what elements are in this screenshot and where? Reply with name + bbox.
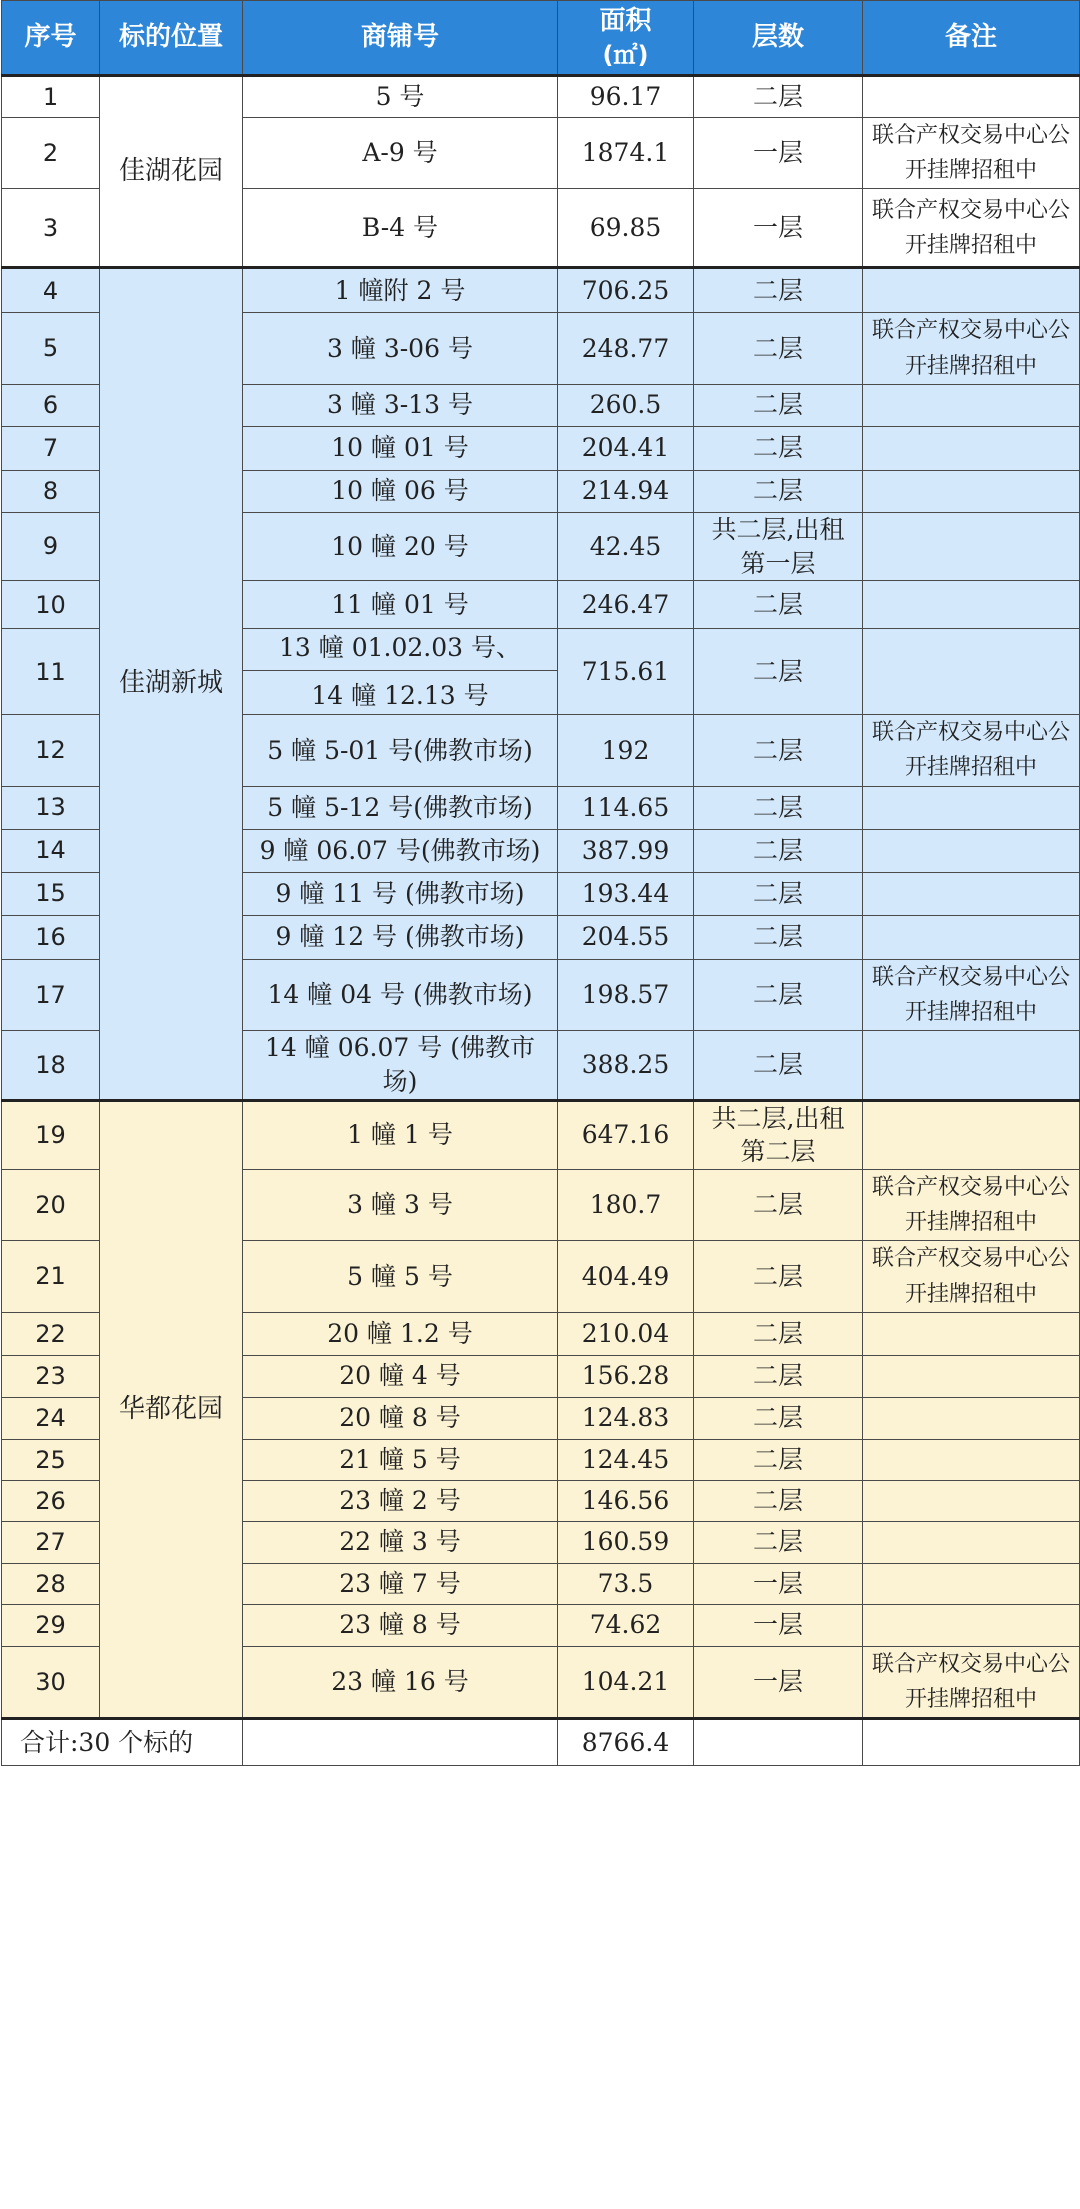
shop-no-line: 5 幢 5-01 号(佛教市场)	[267, 735, 533, 765]
seq-cell: 22	[2, 1312, 100, 1355]
shop-no-line: 22 幢 3 号	[339, 1527, 461, 1557]
shop-no-cell	[243, 1521, 558, 1563]
header-seq: 序号	[2, 1, 100, 76]
total-empty	[243, 1719, 558, 1766]
remarks-cell	[863, 1604, 1080, 1646]
seq-cell: 18	[2, 1031, 100, 1101]
remarks-cell	[863, 629, 1080, 715]
floor-cell: 二层	[694, 915, 863, 959]
shop-no-cell	[243, 1031, 558, 1101]
shop-no-line: 20 幢 4 号	[339, 1361, 461, 1391]
shop-no-cell	[243, 470, 558, 512]
remarks-cell	[863, 581, 1080, 629]
floor-cell: 二层	[694, 581, 863, 629]
shop-no-cell	[243, 1646, 558, 1718]
area-cell: 198.57	[558, 959, 694, 1030]
floor-cell: 二层	[694, 268, 863, 313]
seq-cell: 23	[2, 1355, 100, 1397]
shop-no-cell	[243, 959, 558, 1030]
shop-no-cell	[243, 1100, 558, 1170]
seq-cell: 3	[2, 189, 100, 268]
location-cell: 华都花园	[100, 1100, 243, 1719]
shop-no-line: 3 幢 3-06 号	[327, 333, 473, 363]
seq-cell: 25	[2, 1439, 100, 1480]
remarks-cell: 联合产权交易中心公开挂牌招租中	[863, 118, 1080, 189]
shop-no-line: 13 幢 01.02.03 号、	[279, 632, 521, 662]
header-area-unit: (㎡)	[602, 40, 649, 69]
seq-cell: 28	[2, 1563, 100, 1604]
shop-no-cell	[243, 1563, 558, 1604]
floor-cell: 二层	[694, 1521, 863, 1563]
area-cell: 73.5	[558, 1563, 694, 1604]
seq-cell: 17	[2, 959, 100, 1030]
floor-cell: 一层	[694, 118, 863, 189]
area-cell: 96.17	[558, 76, 694, 118]
shop-no-cell	[243, 118, 558, 189]
floor-cell: 二层	[694, 829, 863, 872]
shop-no-cell	[243, 384, 558, 426]
table-row	[2, 268, 1080, 313]
shop-no-line: 9 幢 12 号 (佛教市场)	[275, 922, 525, 952]
seq-cell: 7	[2, 426, 100, 470]
area-cell: 214.94	[558, 470, 694, 512]
seq-cell: 1	[2, 76, 100, 118]
seq-cell: 11	[2, 629, 100, 715]
shop-no-cell	[243, 629, 558, 715]
area-cell: 387.99	[558, 829, 694, 872]
shop-no-cell	[243, 426, 558, 470]
shop-no-line: 5 幢 5 号	[347, 1261, 453, 1291]
area-cell: 706.25	[558, 268, 694, 313]
remarks-cell	[863, 512, 1080, 581]
area-cell: 114.65	[558, 786, 694, 829]
seq-cell: 21	[2, 1241, 100, 1312]
remarks-cell: 联合产权交易中心公开挂牌招租中	[863, 1241, 1080, 1312]
shop-no-cell	[243, 76, 558, 118]
remarks-cell	[863, 1397, 1080, 1439]
floor-cell: 一层	[694, 1646, 863, 1718]
header-location: 标的位置	[100, 1, 243, 76]
area-cell: 104.21	[558, 1646, 694, 1718]
area-cell: 647.16	[558, 1100, 694, 1170]
shop-no-line: 5 幢 5-12 号(佛教市场)	[267, 792, 533, 822]
shop-no-cell	[243, 313, 558, 384]
header-shop-no: 商铺号	[243, 1, 558, 76]
location-cell: 佳湖新城	[100, 268, 243, 1100]
floor-cell: 一层	[694, 1604, 863, 1646]
remarks-cell	[863, 1439, 1080, 1480]
area-cell: 404.49	[558, 1241, 694, 1312]
shop-no-cell	[243, 512, 558, 581]
seq-cell: 19	[2, 1100, 100, 1170]
area-cell: 246.47	[558, 581, 694, 629]
area-cell: 192	[558, 715, 694, 786]
table-row	[2, 1100, 1080, 1170]
shop-no-line: B-4 号	[361, 213, 439, 242]
floor-cell: 二层	[694, 384, 863, 426]
area-cell: 388.25	[558, 1031, 694, 1101]
floor-cell: 二层	[694, 1355, 863, 1397]
area-cell: 193.44	[558, 872, 694, 915]
shop-no-cell	[243, 1439, 558, 1480]
shop-no-line: 11 幢 01 号	[331, 589, 469, 619]
shop-no-line: 14 幢 06.07 号 (佛教市场)	[265, 1033, 535, 1096]
seq-cell: 27	[2, 1521, 100, 1563]
area-cell: 260.5	[558, 384, 694, 426]
shop-no-cell	[243, 189, 558, 268]
floor-cell: 二层	[694, 76, 863, 118]
remarks-cell	[863, 1480, 1080, 1521]
seq-cell: 30	[2, 1646, 100, 1718]
seq-cell: 14	[2, 829, 100, 872]
floor-cell: 二层	[694, 629, 863, 715]
floor-cell: 二层	[694, 1480, 863, 1521]
shop-no-line: 3 幢 3-13 号	[327, 390, 473, 420]
shop-no-line: 1 幢附 2 号	[334, 276, 466, 305]
header-floors: 层数	[694, 1, 863, 76]
seq-cell: 29	[2, 1604, 100, 1646]
shop-no-line: 9 幢 11 号 (佛教市场)	[275, 878, 525, 908]
remarks-cell	[863, 76, 1080, 118]
header-row	[2, 1, 1080, 76]
area-cell: 248.77	[558, 313, 694, 384]
shop-no-line: 3 幢 3 号	[347, 1190, 453, 1220]
shop-no-line: 20 幢 8 号	[339, 1403, 461, 1433]
shop-no-line: 5 号	[375, 82, 425, 112]
shop-no-line: 23 幢 16 号	[331, 1667, 469, 1697]
total-area: 8766.4	[558, 1719, 694, 1766]
remarks-cell: 联合产权交易中心公开挂牌招租中	[863, 1170, 1080, 1241]
shop-no-line: 1 幢 1 号	[347, 1120, 453, 1150]
remarks-cell: 联合产权交易中心公开挂牌招租中	[863, 1646, 1080, 1718]
area-cell: 204.41	[558, 426, 694, 470]
shop-no-cell	[243, 915, 558, 959]
floor-cell: 二层	[694, 1170, 863, 1241]
shop-no-line: 23 幢 2 号	[339, 1485, 461, 1515]
shop-no-line: 14 幢 12.13 号	[243, 670, 557, 713]
area-cell: 180.7	[558, 1170, 694, 1241]
remarks-cell	[863, 872, 1080, 915]
shop-no-line: A-9 号	[362, 138, 438, 168]
shop-no-cell	[243, 786, 558, 829]
area-cell: 210.04	[558, 1312, 694, 1355]
seq-cell: 10	[2, 581, 100, 629]
shop-no-line: 23 幢 7 号	[339, 1568, 461, 1598]
area-cell: 124.83	[558, 1397, 694, 1439]
shop-no-cell	[243, 715, 558, 786]
total-empty	[863, 1719, 1080, 1766]
area-cell: 69.85	[558, 189, 694, 268]
area-cell: 715.61	[558, 629, 694, 715]
remarks-cell	[863, 470, 1080, 512]
floor-cell: 共二层,出租第一层	[694, 512, 863, 581]
floor-cell: 二层	[694, 959, 863, 1030]
shop-no-line: 21 幢 5 号	[339, 1444, 461, 1474]
seq-cell: 6	[2, 384, 100, 426]
shop-no-line: 10 幢 06 号	[331, 476, 469, 506]
table-body	[2, 76, 1080, 1766]
remarks-cell	[863, 1521, 1080, 1563]
area-cell: 156.28	[558, 1355, 694, 1397]
seq-cell: 13	[2, 786, 100, 829]
remarks-cell: 联合产权交易中心公开挂牌招租中	[863, 189, 1080, 268]
table-row	[2, 76, 1080, 118]
shop-no-line: 9 幢 06.07 号(佛教市场)	[259, 835, 541, 865]
seq-cell: 8	[2, 470, 100, 512]
seq-cell: 16	[2, 915, 100, 959]
shop-no-cell	[243, 268, 558, 313]
shop-no-cell	[243, 829, 558, 872]
area-cell: 204.55	[558, 915, 694, 959]
area-cell: 146.56	[558, 1480, 694, 1521]
remarks-cell	[863, 1031, 1080, 1101]
remarks-cell	[863, 268, 1080, 313]
shop-no-cell	[243, 1355, 558, 1397]
seq-cell: 2	[2, 118, 100, 189]
floor-cell: 二层	[694, 1312, 863, 1355]
floor-cell: 二层	[694, 1397, 863, 1439]
total-label: 合计:30 个标的	[2, 1719, 243, 1766]
shop-listing-table	[1, 0, 1080, 1766]
floor-cell: 二层	[694, 1241, 863, 1312]
area-cell: 160.59	[558, 1521, 694, 1563]
seq-cell: 5	[2, 313, 100, 384]
floor-cell: 二层	[694, 786, 863, 829]
shop-no-cell	[243, 1604, 558, 1646]
shop-no-line: 14 幢 04 号 (佛教市场)	[267, 979, 533, 1009]
shop-no-line: 10 幢 01 号	[331, 433, 469, 463]
seq-cell: 20	[2, 1170, 100, 1241]
seq-cell: 12	[2, 715, 100, 786]
seq-cell: 9	[2, 512, 100, 581]
seq-cell: 4	[2, 268, 100, 313]
remarks-cell: 联合产权交易中心公开挂牌招租中	[863, 715, 1080, 786]
floor-cell: 二层	[694, 872, 863, 915]
total-empty	[694, 1719, 863, 1766]
shop-no-cell	[243, 1312, 558, 1355]
seq-cell: 26	[2, 1480, 100, 1521]
seq-cell: 15	[2, 872, 100, 915]
floor-cell: 共二层,出租第二层	[694, 1100, 863, 1170]
remarks-cell	[863, 1563, 1080, 1604]
remarks-cell	[863, 915, 1080, 959]
floor-cell: 二层	[694, 1439, 863, 1480]
area-cell: 74.62	[558, 1604, 694, 1646]
shop-no-line: 23 幢 8 号	[339, 1610, 461, 1640]
shop-no-line: 20 幢 1.2 号	[327, 1318, 473, 1348]
remarks-cell	[863, 786, 1080, 829]
floor-cell: 一层	[694, 189, 863, 268]
floor-cell: 二层	[694, 426, 863, 470]
remarks-cell	[863, 426, 1080, 470]
header-area	[558, 1, 694, 76]
remarks-cell	[863, 1312, 1080, 1355]
floor-cell: 二层	[694, 470, 863, 512]
location-cell: 佳湖花园	[100, 76, 243, 268]
shop-no-line: 10 幢 20 号	[331, 531, 469, 561]
seq-cell: 24	[2, 1397, 100, 1439]
shop-no-cell	[243, 1241, 558, 1312]
remarks-cell	[863, 1100, 1080, 1170]
shop-no-cell	[243, 872, 558, 915]
remarks-cell	[863, 829, 1080, 872]
floor-cell: 二层	[694, 313, 863, 384]
header-remarks: 备注	[863, 1, 1080, 76]
total-row	[2, 1719, 1080, 1766]
shop-no-cell	[243, 1397, 558, 1439]
floor-cell: 一层	[694, 1563, 863, 1604]
floor-cell: 二层	[694, 715, 863, 786]
area-cell: 1874.1	[558, 118, 694, 189]
header-area-label: 面积	[599, 5, 652, 36]
shop-no-cell	[243, 1480, 558, 1521]
remarks-cell	[863, 384, 1080, 426]
shop-no-cell	[243, 581, 558, 629]
remarks-cell	[863, 1355, 1080, 1397]
remarks-cell: 联合产权交易中心公开挂牌招租中	[863, 959, 1080, 1030]
area-cell: 124.45	[558, 1439, 694, 1480]
floor-cell: 二层	[694, 1031, 863, 1101]
remarks-cell: 联合产权交易中心公开挂牌招租中	[863, 313, 1080, 384]
shop-no-cell	[243, 1170, 558, 1241]
area-cell: 42.45	[558, 512, 694, 581]
